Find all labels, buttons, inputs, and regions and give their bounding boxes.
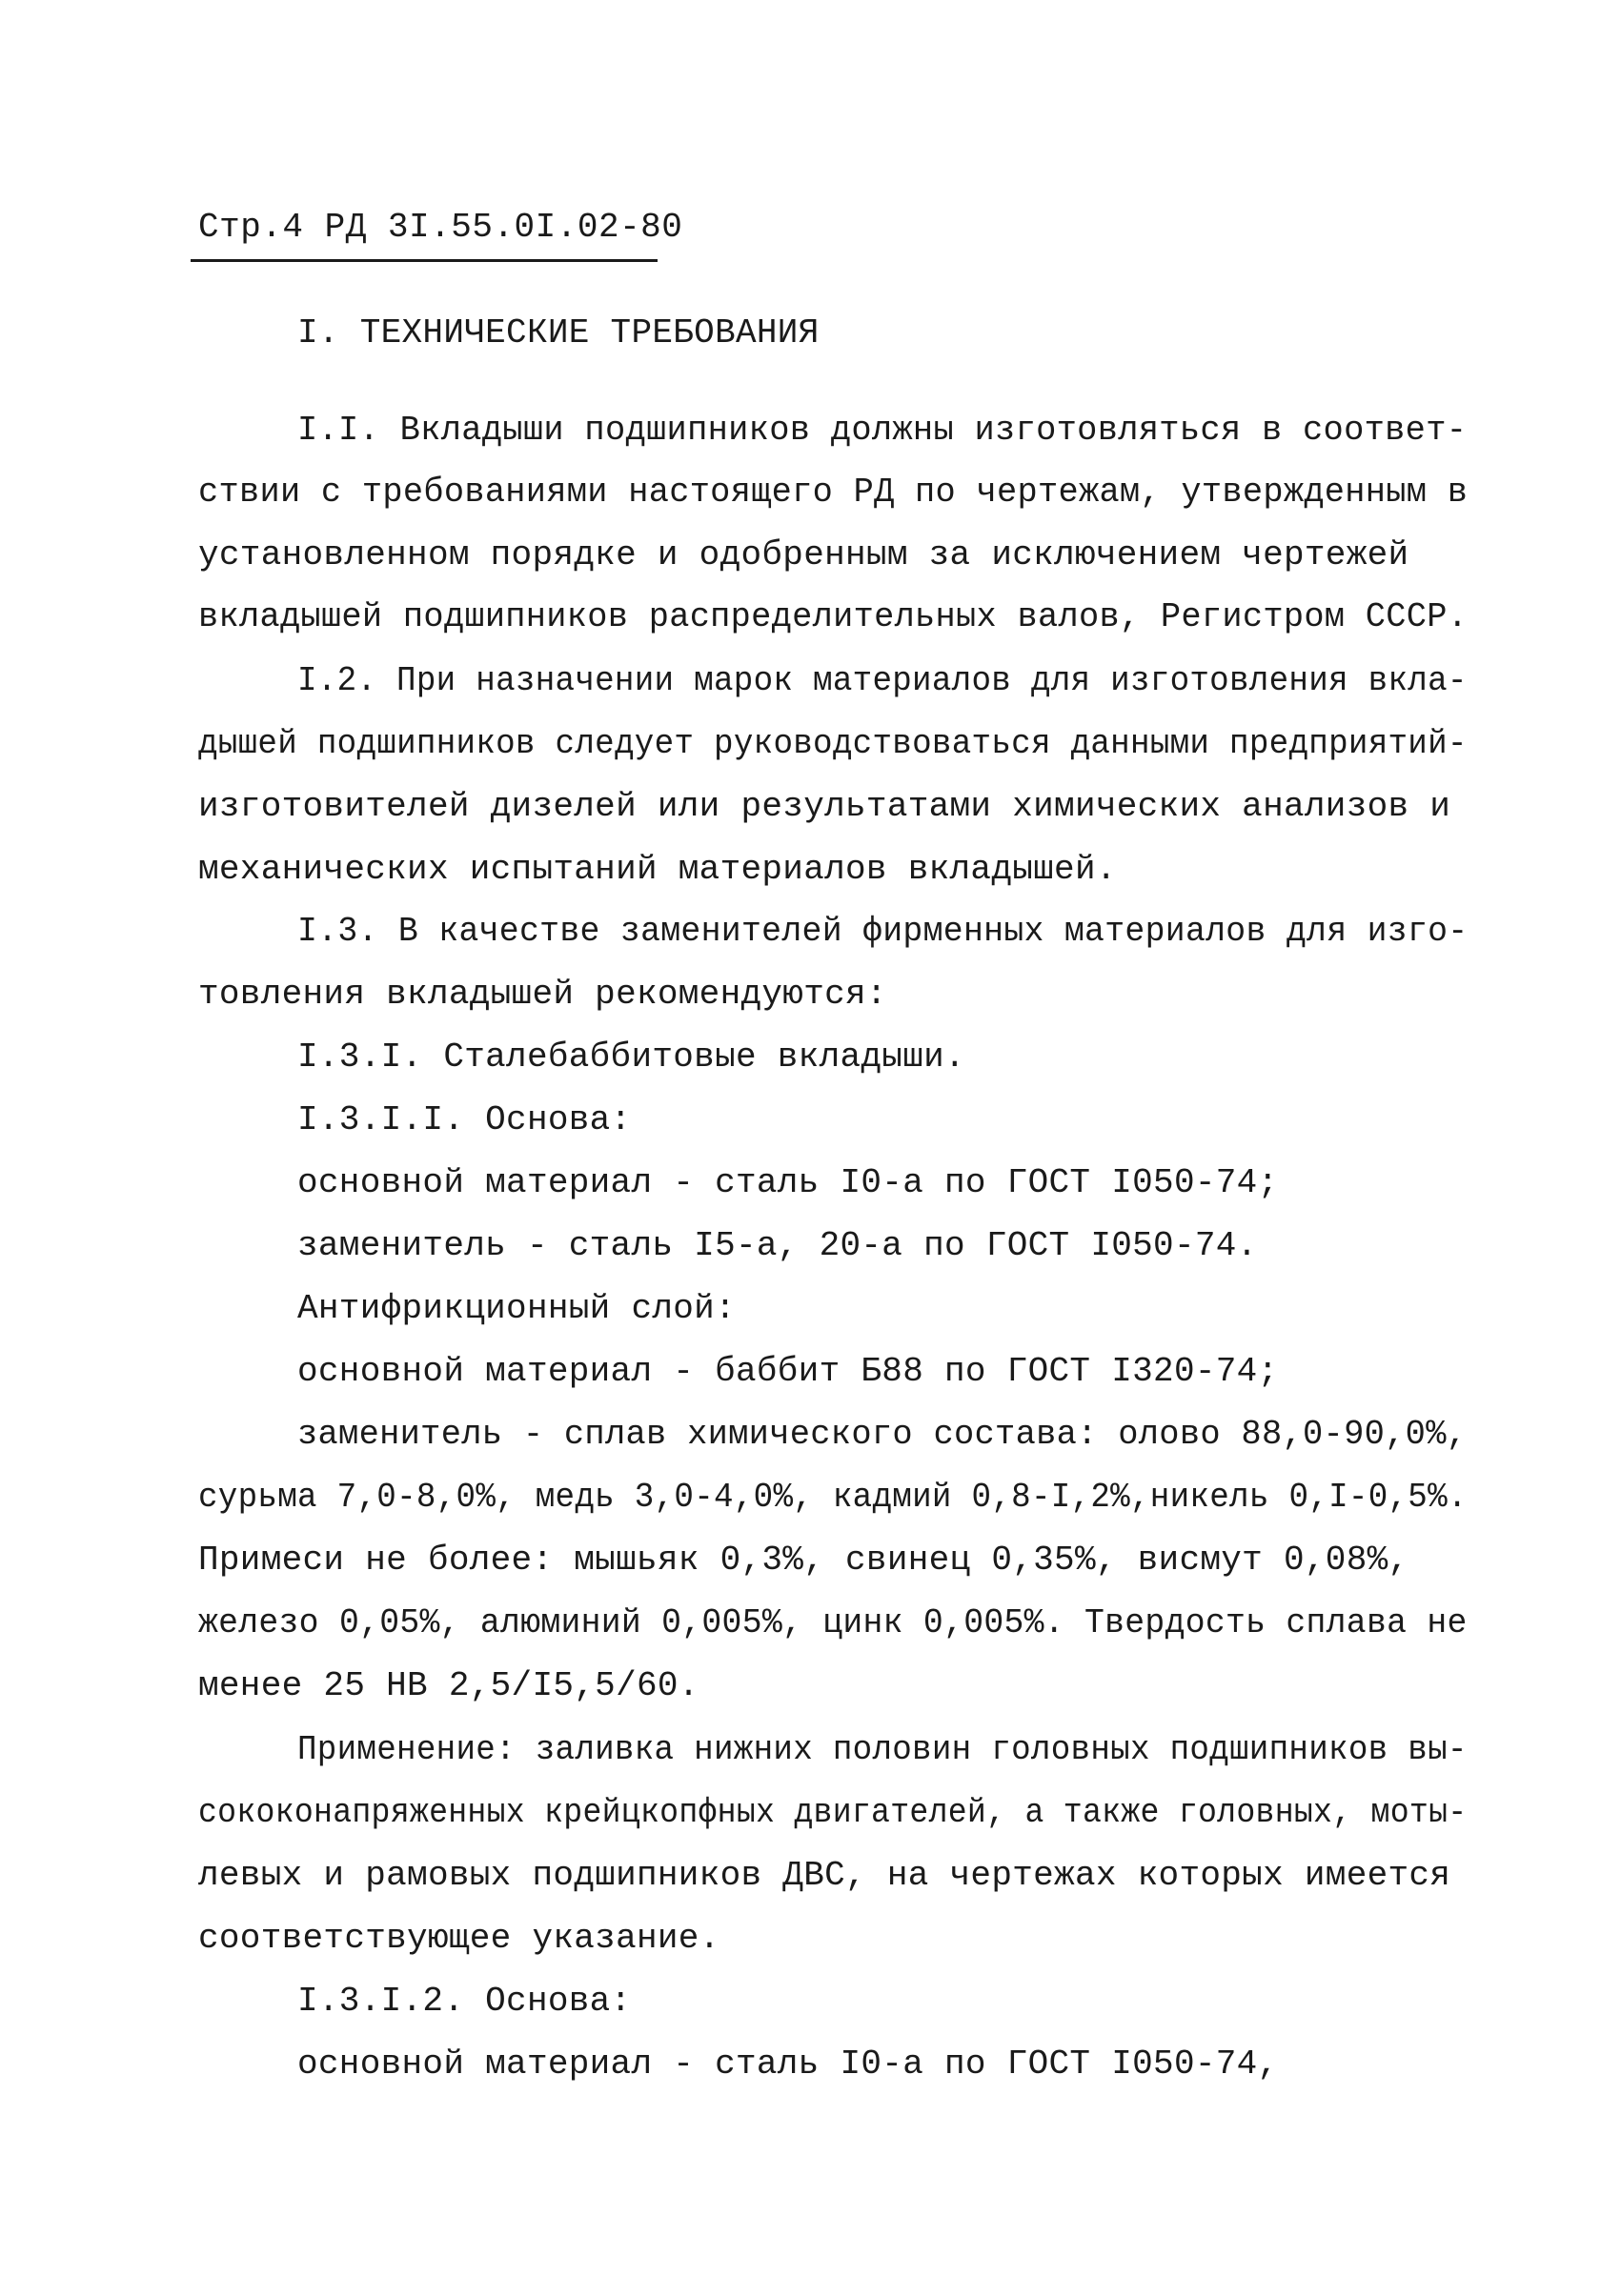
- text-line: I.3. В качестве заменителей фирменных материалов для изго-: [297, 912, 1469, 951]
- page-header: Стр.4 РД 3I.55.0I.02-80: [198, 208, 683, 247]
- text-line: установленном порядке и одобренным за исключением чертежей: [198, 535, 1409, 574]
- text-line: Антифрикционный слой:: [297, 1289, 736, 1328]
- text-line: менее 25 НВ 2,5/I5,5/60.: [198, 1666, 699, 1705]
- text-line: ствии с требованиями настоящего РД по чертежам, утвержденным в: [198, 473, 1469, 512]
- text-line: сококонапряженных крейцкопфных двигателей, а также головных, моты-: [198, 1793, 1468, 1832]
- text-line: соответствующее указание.: [198, 1919, 720, 1958]
- text-line: сурьма 7,0-8,0%, медь 3,0-4,0%, кадмий 0,8-I,2%,никель 0,I-0,5%.: [198, 1478, 1468, 1517]
- text-line: механических испытаний материалов вкладышей.: [198, 850, 1117, 889]
- header-underline: [191, 259, 658, 262]
- text-line: изготовителей дизелей или результатами химических анализов и: [198, 787, 1451, 826]
- text-line: I.3.I.2. Основа:: [297, 1982, 632, 2021]
- text-line: основной материал - баббит Б88 по ГОСТ I320-74;: [297, 1352, 1279, 1391]
- text-line: I.3.I. Сталебаббитовые вкладыши.: [297, 1037, 965, 1077]
- text-line: товления вкладышей рекомендуются:: [198, 975, 887, 1014]
- text-line: Применение: заливка нижних половин головных подшипников вы-: [297, 1730, 1468, 1769]
- text-line: основной материал - сталь I0-а по ГОСТ I050-74;: [297, 1163, 1279, 1202]
- text-line: заменитель - сплав химического состава: олово 88,0-90,0%,: [297, 1415, 1468, 1454]
- text-line: I.2. При назначении марок материалов для изготовления вкла-: [297, 661, 1468, 700]
- text-line: I.I. Вкладыши подшипников должны изготовляться в соответ-: [297, 411, 1468, 450]
- text-line: заменитель - сталь I5-а, 20-а по ГОСТ I050-74.: [297, 1226, 1258, 1265]
- text-line: Примеси не более: мышьяк 0,3%, свинец 0,35%, висмут 0,08%,: [198, 1541, 1409, 1580]
- text-line: левых и рамовых подшипников ДВС, на чертежах которых имеется: [198, 1856, 1451, 1895]
- text-line: дышей подшипников следует руководствоваться данными предприятий-: [198, 724, 1468, 763]
- text-line: основной материал - сталь I0-а по ГОСТ I050-74,: [297, 2044, 1279, 2084]
- text-line: I.3.I.I. Основа:: [297, 1100, 632, 1139]
- text-line: железо 0,05%, алюминий 0,005%, цинк 0,005%. Твердость сплава не: [198, 1603, 1468, 1642]
- section-title: I. ТЕХНИЧЕСКИЕ ТРЕБОВАНИЯ: [297, 313, 820, 352]
- text-line: вкладышей подшипников распределительных валов, Регистром СССР.: [198, 597, 1469, 636]
